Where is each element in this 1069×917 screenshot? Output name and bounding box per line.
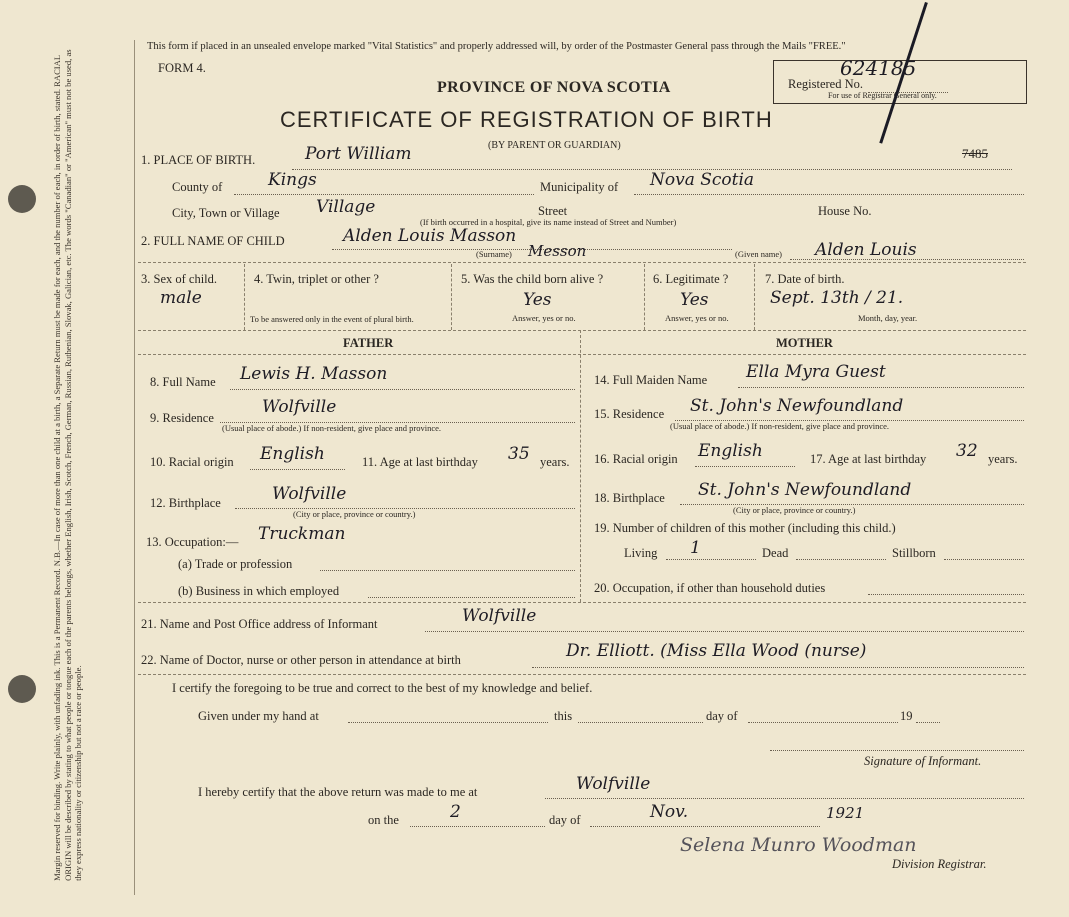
child-name-value: Alden Louis Masson xyxy=(343,226,517,246)
date-note: Month, day, year. xyxy=(858,313,918,323)
certificate-subtitle: (BY PARENT OR GUARDIAN) xyxy=(488,140,621,151)
rule xyxy=(770,750,1024,751)
rule xyxy=(868,594,1024,595)
father-occupation-value: Truckman xyxy=(258,524,346,544)
business-label: (b) Business in which employed xyxy=(178,584,340,598)
alive-label: 5. Was the child born alive ? xyxy=(461,272,604,286)
father-birthplace-value: Wolfville xyxy=(272,484,347,504)
city-label: City, Town or Village xyxy=(172,206,280,220)
punch-hole xyxy=(8,675,36,703)
this-label: this xyxy=(554,709,573,723)
mother-city-note: (City or place, province or country.) xyxy=(733,505,856,515)
rule xyxy=(320,570,575,571)
division-registrar-label: Division Registrar. xyxy=(892,857,987,871)
return-statement: I hereby certify that the above return was made to me at xyxy=(198,785,478,799)
mail-notice: This form if placed in an unsealed envelope marked "Vital Statistics" and properly addressed will, by order of the Postmaster General pass through the Mails "FREE." xyxy=(147,41,846,52)
municipality-value: Nova Scotia xyxy=(650,170,755,190)
county-value: Kings xyxy=(268,170,317,190)
on-the-label: on the xyxy=(368,813,399,827)
divider xyxy=(451,264,452,330)
rule xyxy=(234,194,534,195)
registered-no-label: Registered No. xyxy=(788,77,863,91)
twin-note: To be answered only in the event of plural birth. xyxy=(250,314,414,324)
stillborn-label: Stillborn xyxy=(892,546,936,560)
mother-years-label: years. xyxy=(988,452,1018,466)
parents-divider xyxy=(580,330,581,602)
doctor-value: Dr. Elliott. (Miss Ella Wood (nurse) xyxy=(566,641,867,661)
father-abode-note: (Usual place of abode.) If non-resident, give place and province. xyxy=(222,423,442,433)
surname-value: Messon xyxy=(528,242,587,260)
day-value: 2 xyxy=(450,802,461,822)
sex-value: male xyxy=(160,288,202,308)
alive-answer-note: Answer, yes or no. xyxy=(512,313,576,323)
rule xyxy=(368,597,575,598)
mother-birthplace-label: 18. Birthplace xyxy=(594,491,665,505)
father-name-value: Lewis H. Masson xyxy=(240,364,388,384)
divider xyxy=(138,262,1026,263)
rule xyxy=(348,722,548,723)
legitimate-answer-note: Answer, yes or no. xyxy=(665,313,729,323)
informant-signature-label: Signature of Informant. xyxy=(864,754,982,768)
mother-birthplace-value: St. John's Newfoundland xyxy=(698,480,912,500)
margin-instructions: Margin reserved for binding. Write plainly, with unfading ink. This is a Permanent Record. N.B.—In case of more than one child at a birth, a Separate Return must be made for each, and the number of each, in order of birth, stated. RACIAL ORIGIN will be described by stating to what people or tongue each of the parents belongs, whether English, Irish, Scotch, French, German, Russian, Ruthenian, Slovak, Galician, etc. The words "Canadian" or "American" must not be used, as they express nationality or citizenship but not a race or people. xyxy=(52,49,84,881)
trade-label: (a) Trade or profession xyxy=(178,557,293,571)
father-age-label: 11. Age at last birthday xyxy=(362,455,478,469)
mother-name-label: 14. Full Maiden Name xyxy=(594,373,708,387)
rule xyxy=(545,798,1024,799)
rule xyxy=(748,722,898,723)
date-of-birth-label: 7. Date of birth. xyxy=(765,272,845,286)
punch-hole xyxy=(8,185,36,213)
province-heading: PROVINCE OF NOVA SCOTIA xyxy=(437,79,671,96)
children-count-label: 19. Number of children of this mother (including this child.) xyxy=(594,521,896,535)
rule xyxy=(738,387,1024,388)
father-residence-value: Wolfville xyxy=(262,397,337,417)
mother-occupation-label: 20. Occupation, if other than household duties xyxy=(594,581,826,595)
living-label: Living xyxy=(624,546,658,560)
alive-value: Yes xyxy=(523,290,552,310)
mother-heading: MOTHER xyxy=(776,336,833,350)
divider xyxy=(138,602,1026,603)
hospital-note: (If birth occurred in a hospital, give its name instead of Street and Number) xyxy=(420,217,677,227)
mother-age-label: 17. Age at last birthday xyxy=(810,452,927,466)
father-racial-value: English xyxy=(260,444,325,464)
father-age-value: 35 xyxy=(508,444,530,464)
corner-number: 7485 xyxy=(962,146,988,161)
divider xyxy=(138,354,1026,355)
given-name-label: (Given name) xyxy=(735,249,782,259)
rule xyxy=(230,389,575,390)
rule xyxy=(944,559,1024,560)
rule xyxy=(916,722,940,723)
rule xyxy=(250,469,345,470)
mother-age-value: 32 xyxy=(956,441,978,461)
year-prefix-label: 19 xyxy=(900,709,913,723)
mother-abode-note: (Usual place of abode.) If non-resident, give place and province. xyxy=(670,421,890,431)
city-value: Village xyxy=(316,197,376,217)
father-birthplace-label: 12. Birthplace xyxy=(150,496,221,510)
doctor-label: 22. Name of Doctor, nurse or other person in attendance at birth xyxy=(141,653,461,667)
informant-value: Wolfville xyxy=(462,606,537,626)
rule xyxy=(578,722,703,723)
legitimate-label: 6. Legitimate ? xyxy=(653,272,729,286)
day-of-label-2: day of xyxy=(549,813,581,827)
county-label: County of xyxy=(172,180,223,194)
rule xyxy=(410,826,545,827)
certificate-title: CERTIFICATE OF REGISTRATION OF BIRTH xyxy=(280,107,773,132)
divider xyxy=(644,264,645,330)
margin-rule xyxy=(134,40,135,895)
given-under-hand-label: Given under my hand at xyxy=(198,709,319,723)
form-number: FORM 4. xyxy=(158,61,206,75)
surname-label: (Surname) xyxy=(476,249,512,259)
certify-statement: I certify the foregoing to be true and correct to the best of my knowledge and belief. xyxy=(172,681,593,695)
sex-label: 3. Sex of child. xyxy=(141,272,218,286)
rule xyxy=(532,667,1024,668)
child-name-label: 2. FULL NAME OF CHILD xyxy=(141,234,285,248)
rule xyxy=(634,194,1024,195)
place-of-birth-value: Port William xyxy=(305,144,412,164)
rule xyxy=(695,466,795,467)
rule xyxy=(666,559,756,560)
municipality-label: Municipality of xyxy=(540,180,619,194)
return-place-value: Wolfville xyxy=(576,774,651,794)
father-heading: FATHER xyxy=(343,336,394,350)
rule xyxy=(790,259,1024,260)
father-city-note: (City or place, province or country.) xyxy=(293,509,416,519)
informant-label: 21. Name and Post Office address of Informant xyxy=(141,617,378,631)
mother-racial-label: 16. Racial origin xyxy=(594,452,678,466)
father-years-label: years. xyxy=(540,455,570,469)
mother-residence-label: 15. Residence xyxy=(594,407,665,421)
father-racial-label: 10. Racial origin xyxy=(150,455,234,469)
date-of-birth-value: Sept. 13th / 21. xyxy=(770,288,904,308)
divider xyxy=(754,264,755,330)
month-value: Nov. xyxy=(650,802,689,822)
divider xyxy=(244,264,245,330)
mother-residence-value: St. John's Newfoundland xyxy=(690,396,904,416)
rule xyxy=(425,631,1024,632)
rule xyxy=(796,559,886,560)
twin-label: 4. Twin, triplet or other ? xyxy=(254,272,379,286)
rule xyxy=(590,826,820,827)
registrar-note: For use of Registrar General only. xyxy=(828,91,937,100)
house-no-label: House No. xyxy=(818,204,872,218)
place-of-birth-label: 1. PLACE OF BIRTH. xyxy=(141,153,256,167)
year-value: 1921 xyxy=(826,804,865,822)
mother-racial-value: English xyxy=(698,441,763,461)
registrar-signature: Selena Munro Woodman xyxy=(680,834,917,856)
father-residence-label: 9. Residence xyxy=(150,411,214,425)
day-of-label: day of xyxy=(706,709,738,723)
father-name-label: 8. Full Name xyxy=(150,375,216,389)
mother-name-value: Ella Myra Guest xyxy=(746,362,886,382)
divider xyxy=(138,330,1026,331)
given-name-value: Alden Louis xyxy=(815,240,917,260)
living-value: 1 xyxy=(690,538,701,558)
registered-number: 624185 xyxy=(840,56,917,80)
divider xyxy=(138,674,1026,675)
father-occupation-label: 13. Occupation:— xyxy=(146,535,239,549)
dead-label: Dead xyxy=(762,546,789,560)
street-label: Street xyxy=(538,204,568,218)
legitimate-value: Yes xyxy=(680,290,709,310)
